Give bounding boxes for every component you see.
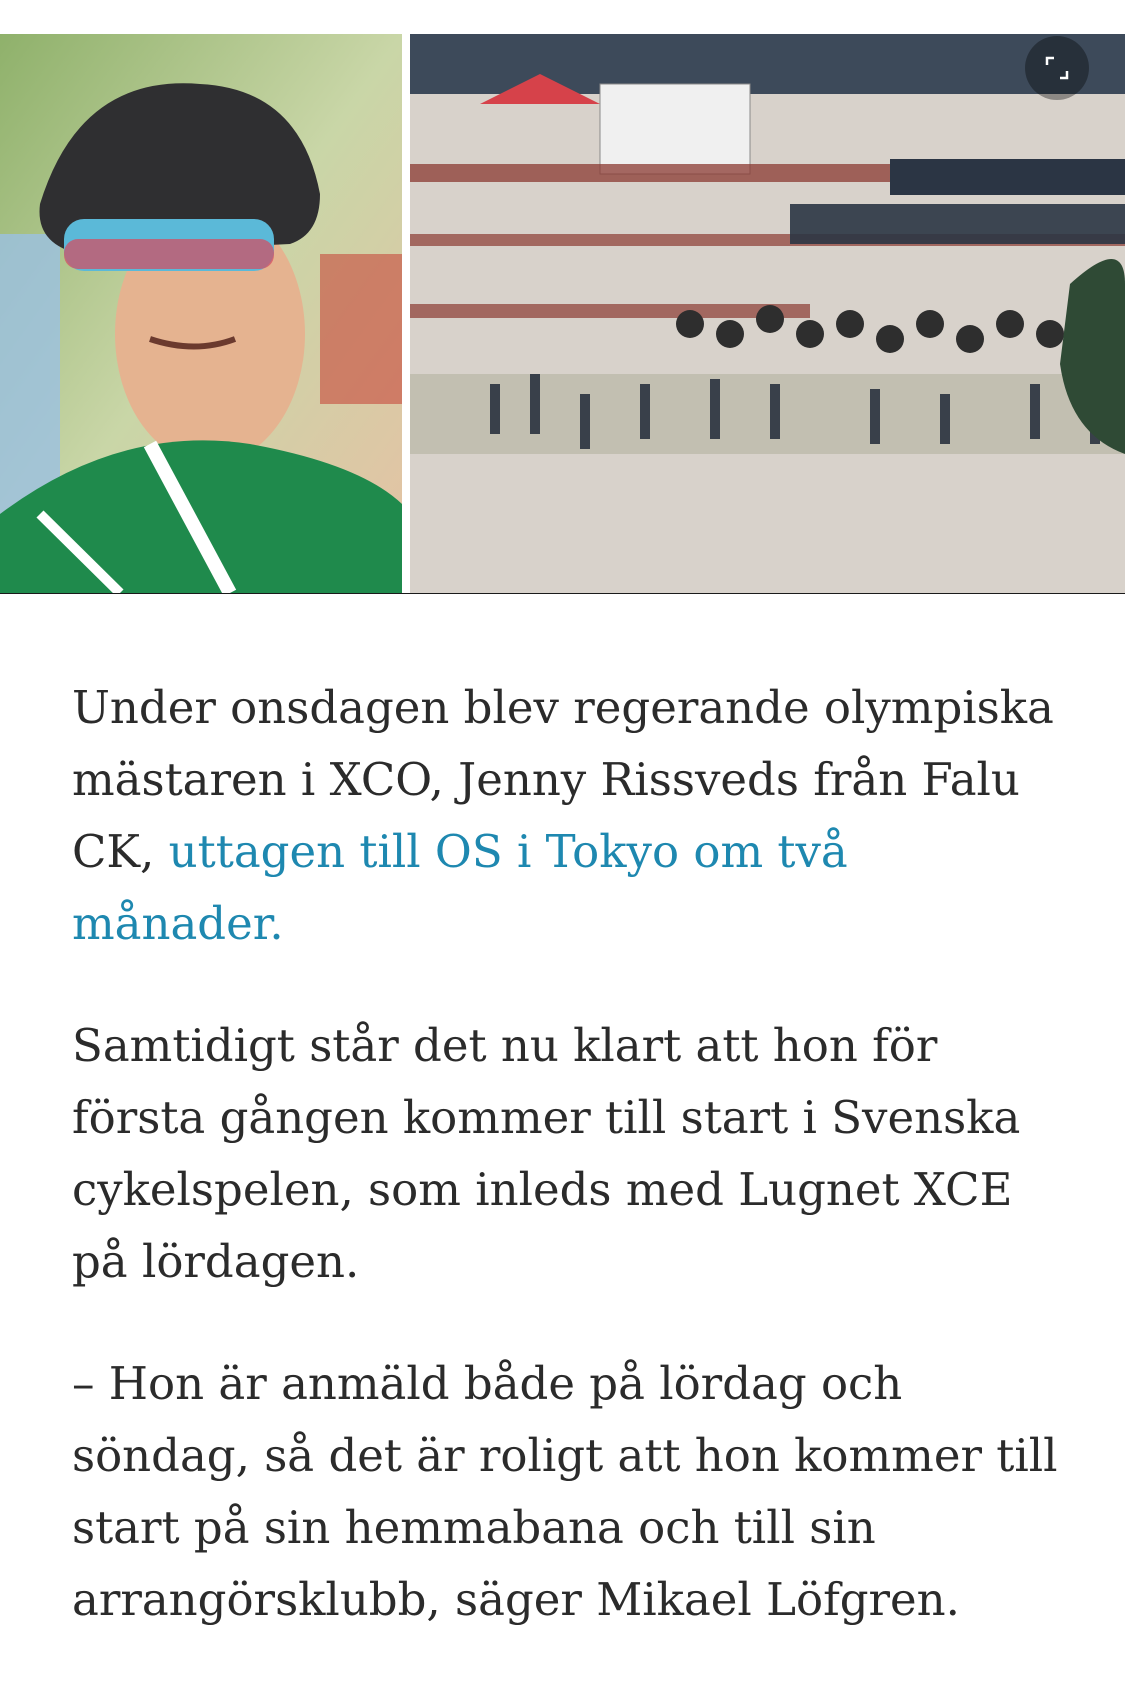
hero-image-pair xyxy=(0,34,1125,594)
article-paragraph-3 xyxy=(72,1348,1062,1636)
article-paragraph-1 xyxy=(72,672,1062,960)
paragraph-text: Samtidigt står det nu klart att hon för första gången kommer till start i Svenska cykelspelen, som inleds med Lugnet XCE på lördagen. xyxy=(72,1019,1021,1288)
paragraph-text: – Hon är anmäld både på lördag och söndag, så det är roligt att hon kommer till start på sin hemmabana och till sin arrangörsklubb, säger Mikael Löfgren. xyxy=(72,1357,1058,1626)
expand-image-button[interactable] xyxy=(1025,36,1089,100)
article-paragraph-2 xyxy=(72,1010,1062,1298)
expand-icon xyxy=(1044,55,1070,81)
article-body xyxy=(72,672,1062,1686)
cyclist-portrait-photo xyxy=(0,34,402,593)
race-start-photo xyxy=(410,34,1125,593)
os-tokyo-link[interactable]: uttagen till OS i Tokyo om två månader. xyxy=(72,825,848,950)
paragraph-text: Under onsdagen blev regerande olympiska mästaren i XCO, Jenny Rissveds från Falu CK, xyxy=(72,681,1054,878)
